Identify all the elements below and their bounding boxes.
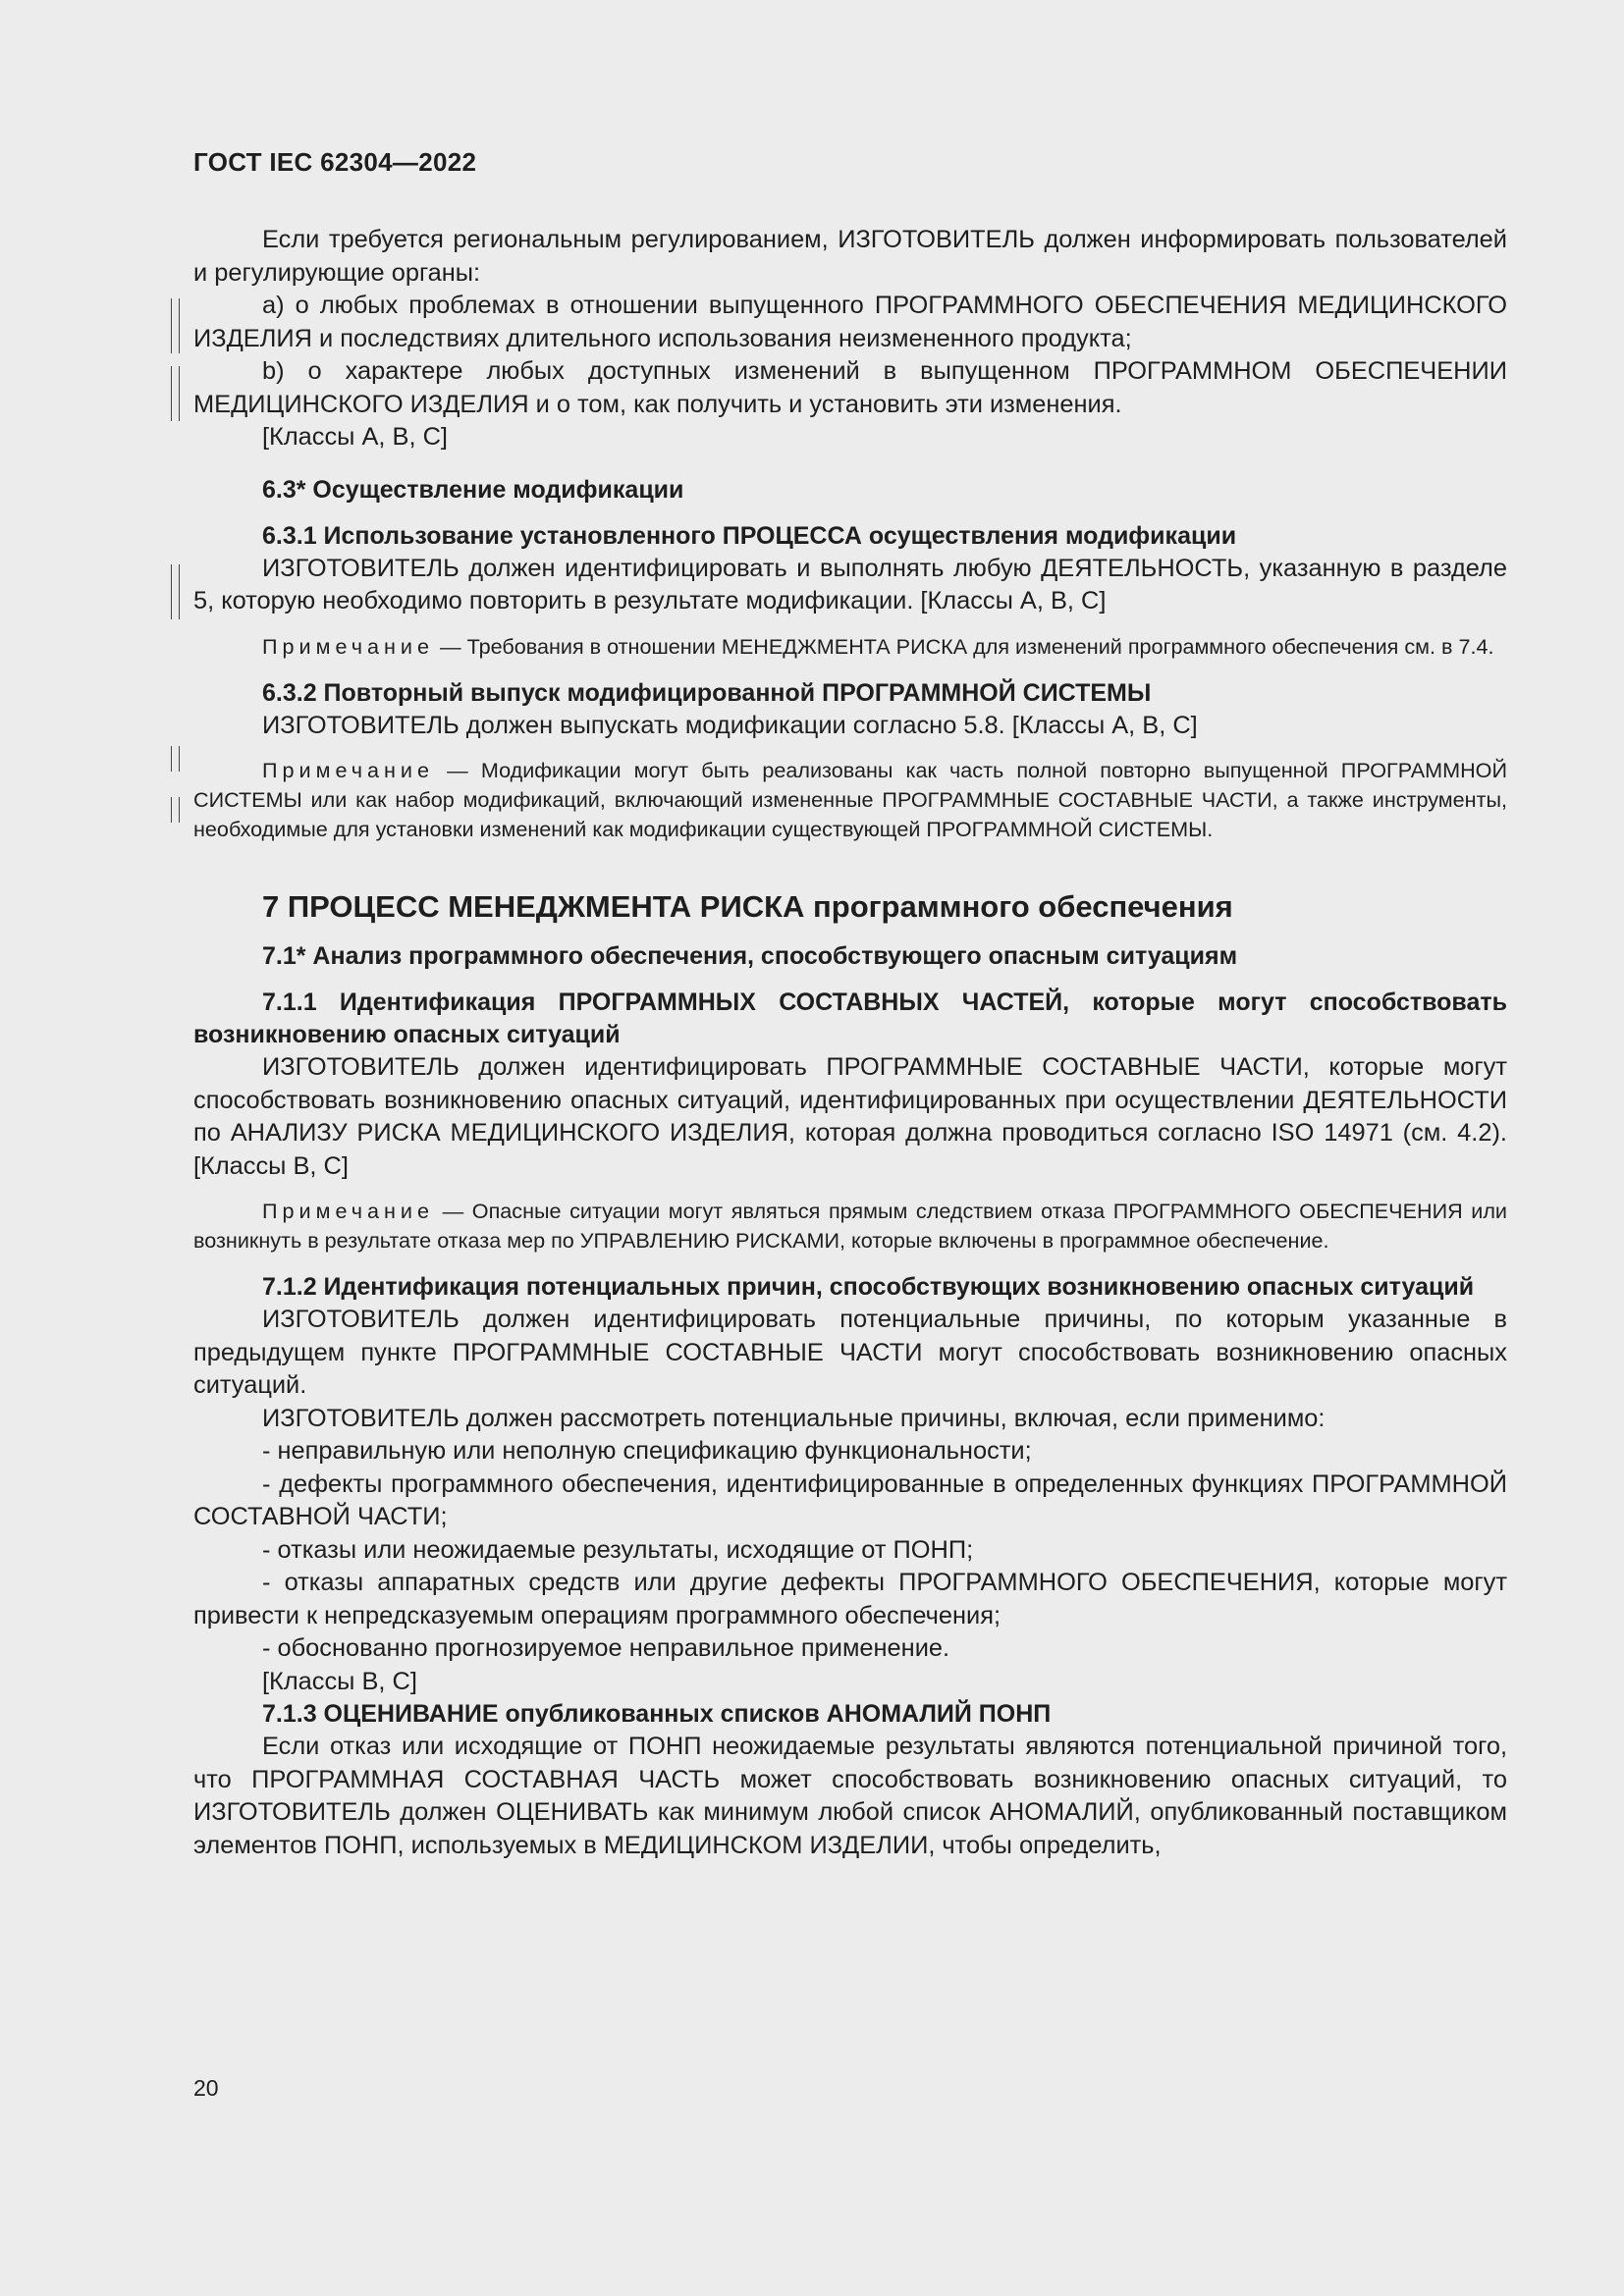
- section-7-1-heading: 7.1* Анализ программного обеспечения, способствующего опасным ситуациям: [262, 942, 1238, 970]
- list-item: - обоснованно прогнозируемое неправильное применение.: [262, 1634, 950, 1662]
- note-label: Примечание: [262, 758, 434, 782]
- section-7-heading: 7 ПРОЦЕСС МЕНЕДЖМЕНТА РИСКА программного обеспечения: [262, 889, 1233, 924]
- list-item: - отказы аппаратных средств или другие дефекты ПРОГРАММНОГО ОБЕСПЕЧЕНИЯ, которые могут привести к непредсказуемым операциям программного обеспечения;: [193, 1569, 1507, 1629]
- note-text: — Требования в отношении МЕНЕДЖМЕНТА РИСКА для изменений программного обеспечения см. в 7.4.: [434, 633, 1494, 659]
- section-7-1-1-heading: 7.1.1 Идентификация ПРОГРАММНЫХ СОСТАВНЫХ ЧАСТЕЙ, которые могут способствовать возникновению опасных ситуаций: [193, 988, 1507, 1048]
- section-7-1-2-text: ИЗГОТОВИТЕЛЬ должен рассмотреть потенциальные причины, включая, если применимо:: [262, 1404, 1326, 1432]
- page-number: 20: [193, 2075, 219, 2101]
- section-6-3-2-text: ИЗГОТОВИТЕЛЬ должен выпускать модификации согласно 5.8. [Классы А, В, С]: [262, 711, 1198, 739]
- section-6-3-1-text: ИЗГОТОВИТЕЛЬ должен идентифицировать и выполнять любую ДЕЯТЕЛЬНОСТЬ, указанную в разделе 5, которую необходимо повторить в результате модификации. [Классы А, В, С]: [193, 554, 1507, 614]
- section-6-3-2-heading: 6.3.2 Повторный выпуск модифицированной ПРОГРАММНОЙ СИСТЕМЫ: [262, 678, 1152, 707]
- list-item-b: b) о характере любых доступных изменений в выпущенном ПРОГРАММНОМ ОБЕСПЕЧЕНИИ МЕДИЦИНСКОГО ИЗДЕЛИЯ и о том, как получить и установить эти изменения.: [193, 357, 1507, 418]
- section-6-3-1-heading: 6.3.1 Использование установленного ПРОЦЕССА осуществления модификации: [262, 521, 1237, 550]
- list-item: - неправильную или неполную спецификацию функциональности;: [262, 1437, 1032, 1465]
- paragraph: Если требуется региональным регулированием, ИЗГОТОВИТЕЛЬ должен информировать пользователей и регулирующие органы:: [193, 226, 1507, 287]
- section-7-1-3-heading: 7.1.3 ОЦЕНИВАНИЕ опубликованных списков АНОМАЛИЙ ПОНП: [262, 1700, 1052, 1728]
- change-bar: [171, 366, 180, 421]
- section-7-1-3-text: Если отказ или исходящие от ПОНП неожидаемые результаты являются потенциальной причиной того, что ПРОГРАММНАЯ СОСТАВНАЯ ЧАСТЬ может способствовать возникновению опасных ситуаций, то ИЗГОТОВИТЕЛЬ должен ОЦЕНИВАТЬ как минимум любой список АНОМАЛИЙ, опубликованный поставщиком элементов ПОНП, используемых в МЕДИЦИНСКОМ ИЗДЕЛИИ, чтобы определить,: [193, 1733, 1507, 1859]
- note-text: — Опасные ситуации могут являться прямым следствием отказа ПРОГРАММНОГО ОБЕСПЕЧЕНИЯ или возникнуть в результате отказа мер по УПРАВЛЕНИЮ РИСКАМИ, которые включены в программное обеспечение.: [193, 1199, 1507, 1253]
- change-bar: [171, 298, 180, 353]
- note-3: [193, 1197, 1507, 1255]
- list-item: - отказы или неожидаемые результаты, исходящие от ПОНП;: [262, 1535, 974, 1564]
- list-item: - дефекты программного обеспечения, идентифицированные в определенных функциях ПРОГРАММНОЙ СОСТАВНОЙ ЧАСТИ;: [193, 1469, 1507, 1530]
- change-bar: [171, 746, 180, 772]
- note-label: Примечание: [262, 1199, 434, 1223]
- section-6-3-heading: 6.3* Осуществление модификации: [262, 475, 684, 504]
- note-1: [193, 632, 1507, 662]
- note-2: [193, 756, 1507, 844]
- section-7-1-2-heading: 7.1.2 Идентификация потенциальных причин, способствующих возникновению опасных ситуаций: [262, 1273, 1475, 1301]
- document-header: ГОСТ IEC 62304—2022: [193, 147, 477, 177]
- classes-note: [Классы В, С]: [262, 1667, 417, 1695]
- change-bar: [171, 797, 180, 823]
- list-item-a: a) о любых проблемах в отношении выпущенного ПРОГРАММНОГО ОБЕСПЕЧЕНИЯ МЕДИЦИНСКОГО ИЗДЕЛИЯ и последствиях длительного использования неизмененного продукта;: [193, 292, 1508, 352]
- section-7-1-2-text: ИЗГОТОВИТЕЛЬ должен идентифицировать потенциальные причины, по которым указанные в предыдущем пункте ПРОГРАММНЫЕ СОСТАВНЫЕ ЧАСТИ могут способствовать возникновению опасных ситуаций.: [193, 1306, 1507, 1399]
- document-body: [193, 224, 1507, 1862]
- section-7-1-1-text: ИЗГОТОВИТЕЛЬ должен идентифицировать ПРОГРАММНЫЕ СОСТАВНЫЕ ЧАСТИ, которые могут способствовать возникновению опасных ситуаций, идентифицированных при осуществлении ДЕЯТЕЛЬНОСТИ по АНАЛИЗУ РИСКА МЕДИЦИНСКОГО ИЗДЕЛИЯ, которая должна проводиться согласно ISO 14971 (см. 4.2). [Классы В, С]: [193, 1053, 1507, 1180]
- note-label: Примечание: [262, 633, 434, 659]
- note-text: — Модификации могут быть реализованы как часть полной повторно выпущенной ПРОГРАММНОЙ СИСТЕМЫ или как набор модификаций, включающий измененные ПРОГРАММНЫЕ СОСТАВНЫЕ ЧАСТИ, а также инструменты, необходимые для установки изменений как модификации существующей ПРОГРАММНОЙ СИСТЕМЫ.: [193, 758, 1507, 841]
- classes-note: [Классы А, В, С]: [262, 423, 448, 451]
- change-bar: [171, 564, 180, 619]
